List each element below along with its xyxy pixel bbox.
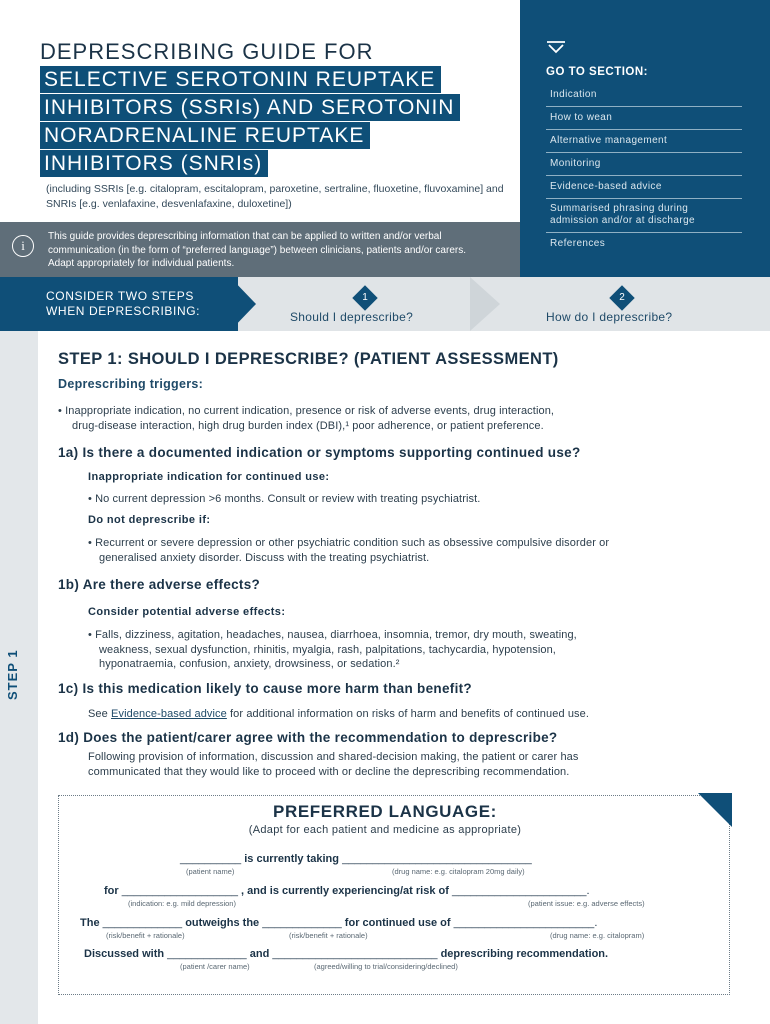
title-highlight-4: INHIBITORS (SNRIs) [40, 150, 268, 177]
preferred-language-subtitle: (Adapt for each patient and medicine as appropriate) [248, 824, 522, 836]
q1a-bullet-2-line-2: generalised anxiety disorder. Discuss with the treating psychiatrist. [99, 552, 430, 564]
q1a-bullet-1: • No current depression >6 months. Consult or review with treating psychiatrist. [88, 493, 481, 505]
question-1c: 1c) Is this medication likely to cause more harm than benefit? [58, 681, 472, 696]
blank-risk-benefit-2[interactable]: _____________ [262, 917, 342, 929]
blank-drug-name-2[interactable]: _______________________ [453, 917, 595, 929]
row-3-text-1: outweighs the [182, 917, 263, 929]
guide-subtitle: (including SSRIs [e.g. citalopram, escitalopram, paroxetine, sertraline, fluoxetine, fluvoxamine] and SNRIs [e.g. venlafaxine, desvenlafaxine, duloxetine]) [46, 183, 504, 210]
q1b-line-3: hyponatraemia, confusion, anxiety, drowsiness, or sedation.² [99, 658, 400, 670]
question-1d: 1d) Does the patient/carer agree with the recommendation to deprescribe? [58, 730, 558, 745]
hint-indication: (indication: e.g. mild depression) [128, 899, 236, 908]
title-highlight-2: INHIBITORS (SSRIs) AND SEROTONIN [40, 94, 460, 121]
sidebar-item-how-to-wean[interactable]: How to wean [546, 107, 742, 130]
sidebar-item-references[interactable]: References [550, 238, 606, 249]
blank-agreement-status[interactable]: ___________________________ [272, 948, 438, 960]
row-3-the: The [80, 917, 103, 929]
evidence-based-advice-link[interactable]: Evidence-based advice [111, 708, 227, 720]
blank-patient-name[interactable]: __________ [180, 853, 242, 865]
step-1-badge [352, 285, 377, 310]
triggers-heading: Deprescribing triggers: [58, 377, 204, 391]
q1b-line-2: weakness, sexual dysfunction, rhinitis, myalgia, rash, palpitations, tachycardia, hypotension, [99, 644, 556, 656]
row-2-end: . [586, 885, 590, 897]
section-nav-sidebar [520, 0, 770, 277]
row-2-for: for [104, 885, 122, 897]
preferred-language-title: PREFERRED LANGUAGE: [273, 802, 497, 821]
steps-label: CONSIDER TWO STEPS WHEN DEPRESCRIBING: [46, 289, 201, 318]
hint-risk-benefit-2: (risk/benefit + rationale) [289, 931, 368, 940]
sidebar-item-indication[interactable]: Indication [546, 84, 742, 107]
row-3-end: . [594, 917, 598, 929]
q1d-line-2: communicated that they would like to proceed with or decline the deprescribing recommendation. [88, 766, 570, 778]
step-2-number: 2 [619, 292, 625, 303]
step-2-link[interactable]: How do I deprescribe? [546, 310, 673, 324]
guide-title [40, 38, 510, 177]
steps-bar [0, 277, 770, 331]
info-text: This guide provides deprescribing information that can be applied to written and/or verbal communication (in the form of “preferred language”) between clinicians, patients and/or carers. Adapt appropriately for individual patients. [48, 231, 466, 269]
q1c-rest: for additional information on risks of harm and benefits of continued use. [226, 708, 590, 720]
title-highlight-3: NORADRENALINE REUPTAKE [40, 122, 370, 149]
row-3-text-2: for continued use of [341, 917, 454, 929]
info-icon: i [12, 235, 34, 257]
title-highlight-1: SELECTIVE SEROTONIN REUPTAKE [40, 66, 441, 93]
steps-arrow-shape [230, 277, 256, 331]
q1c-text [88, 707, 589, 722]
step-2-badge [609, 285, 634, 310]
sidebar-heading: GO TO SECTION: [546, 66, 648, 78]
row-4-text-1: Discussed with [84, 948, 168, 960]
question-1b: 1b) Are there adverse effects? [58, 577, 261, 592]
sidebar-item-evidence-based-advice[interactable]: Evidence-based advice [546, 176, 742, 199]
blank-patient-carer-name[interactable]: _____________ [167, 948, 247, 960]
info-banner [0, 222, 520, 277]
step-1-link[interactable]: Should I deprescribe? [290, 310, 414, 324]
q1b-line-1: • Falls, dizziness, agitation, headaches, nausea, diarrhoea, insomnia, tremor, dry mouth, sweating, [88, 629, 577, 641]
step-1-side-label: STEP 1 [5, 649, 20, 700]
triggers-line-2: drug-disease interaction, high drug burden index (DBI),¹ poor adherence, or patient preference. [72, 420, 544, 432]
q1a-subheading-do-not: Do not deprescribe if: [88, 514, 211, 526]
hint-drug-name-2: (drug name: e.g. citalopram) [550, 931, 645, 940]
steps-divider-arrow [470, 277, 500, 331]
hint-patient-carer-name: (patient /carer name) [180, 962, 250, 971]
hint-agreement-status: (agreed/willing to trial/considering/declined) [314, 962, 458, 971]
q1d-line-1: Following provision of information, discussion and shared-decision making, the patient or carer has [88, 751, 579, 763]
hint-drug-name: (drug name: e.g. citalopram 20mg daily) [392, 867, 525, 876]
preferred-row-1 [180, 853, 532, 865]
q1a-subheading-inappropriate: Inappropriate indication for continued use: [88, 471, 330, 483]
blank-indication[interactable]: ___________________ [121, 885, 238, 897]
preferred-row-4 [84, 948, 608, 960]
title-line-1: DEPRESCRIBING GUIDE FOR [40, 39, 374, 64]
blank-risk-benefit-1[interactable]: _____________ [102, 917, 183, 929]
sidebar-item-alternative-management[interactable]: Alternative management [546, 130, 742, 153]
q1c-see: See [88, 708, 112, 720]
chevron-down-icon [546, 40, 566, 54]
hint-risk-benefit-1: (risk/benefit + rationale) [106, 931, 185, 940]
question-1a: 1a) Is there a documented indication or symptoms supporting continued use? [58, 445, 581, 460]
preferred-row-3 [80, 917, 597, 929]
sidebar-list [546, 84, 742, 255]
row-4-text-2: and [246, 948, 273, 960]
blank-drug-name[interactable]: _______________________________ [342, 853, 532, 865]
q1a-bullet-2-line-1: • Recurrent or severe depression or other psychiatric condition such as obsessive compulsive disorder or [88, 537, 610, 549]
hint-patient-issue: (patient issue: e.g. adverse effects) [528, 899, 645, 908]
row-4-text-3: deprescribing recommendation. [437, 948, 609, 960]
triggers-line-1: • Inappropriate indication, no current indication, presence or risk of adverse events, drug interaction, [58, 405, 555, 417]
blank-patient-issue[interactable]: ______________________ [451, 885, 587, 897]
preferred-row-2 [104, 885, 590, 897]
q1b-subheading: Consider potential adverse effects: [88, 606, 286, 618]
row-1-text: is currently taking [241, 853, 343, 865]
sidebar-item-summarised-phrasing[interactable]: Summarised phrasing during admission and/or at discharge [546, 199, 742, 233]
step-1-number: 1 [362, 292, 368, 303]
hint-patient-name: (patient name) [186, 867, 235, 876]
step-1-heading: STEP 1: SHOULD I DEPRESCRIBE? (PATIENT ASSESSMENT) [58, 350, 559, 368]
sidebar-item-monitoring[interactable]: Monitoring [546, 153, 742, 176]
row-2-text: , and is currently experiencing/at risk of [237, 885, 452, 897]
